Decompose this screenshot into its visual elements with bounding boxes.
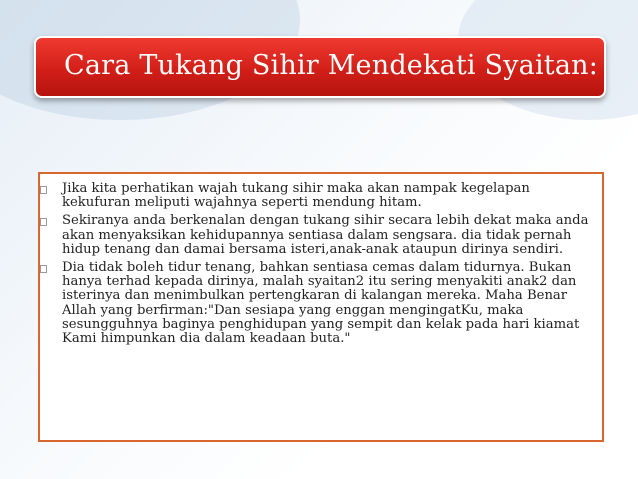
content-box <box>38 172 604 442</box>
bullet-item <box>40 214 598 257</box>
square-bullet-icon <box>40 218 47 226</box>
square-bullet-icon <box>40 265 47 273</box>
bullet-item <box>40 182 598 210</box>
bullet-text: Dia tidak boleh tidur tenang, bahkan sentiasa cemas dalam tidurnya. Bukan hanya terhad kepada dirinya, malah syaitan2 itu sering menyakiti anak2 dan isterinya dan menimbulkan pertengkaran di kalangan mereka. Maha Benar Allah yang berfirman:"Dan sesiapa yang enggan mengingatKu, maka sesungguhnya baginya penghidupan yang sempit dan kelak pada hari kiamat Kami himpunkan dia dalam keadaan buta." <box>62 260 580 347</box>
bullet-text: Sekiranya anda berkenalan dengan tukang sihir secara lebih dekat maka anda akan menyaksikan kehidupannya sentiasa dalam sengsara. dia tidak pernah hidup tenang dan damai bersama isteri,anak-anak ataupun dirinya sendiri. <box>62 213 589 257</box>
bullet-list <box>40 182 598 350</box>
title-bar <box>34 36 606 98</box>
bullet-item <box>40 261 598 346</box>
square-bullet-icon <box>40 186 47 194</box>
bullet-text: Jika kita perhatikan wajah tukang sihir maka akan nampak kegelapan kekufuran meliputi wajahnya seperti mendung hitam. <box>62 181 530 211</box>
slide-title: Cara Tukang Sihir Mendekati Syaitan: <box>64 50 599 81</box>
